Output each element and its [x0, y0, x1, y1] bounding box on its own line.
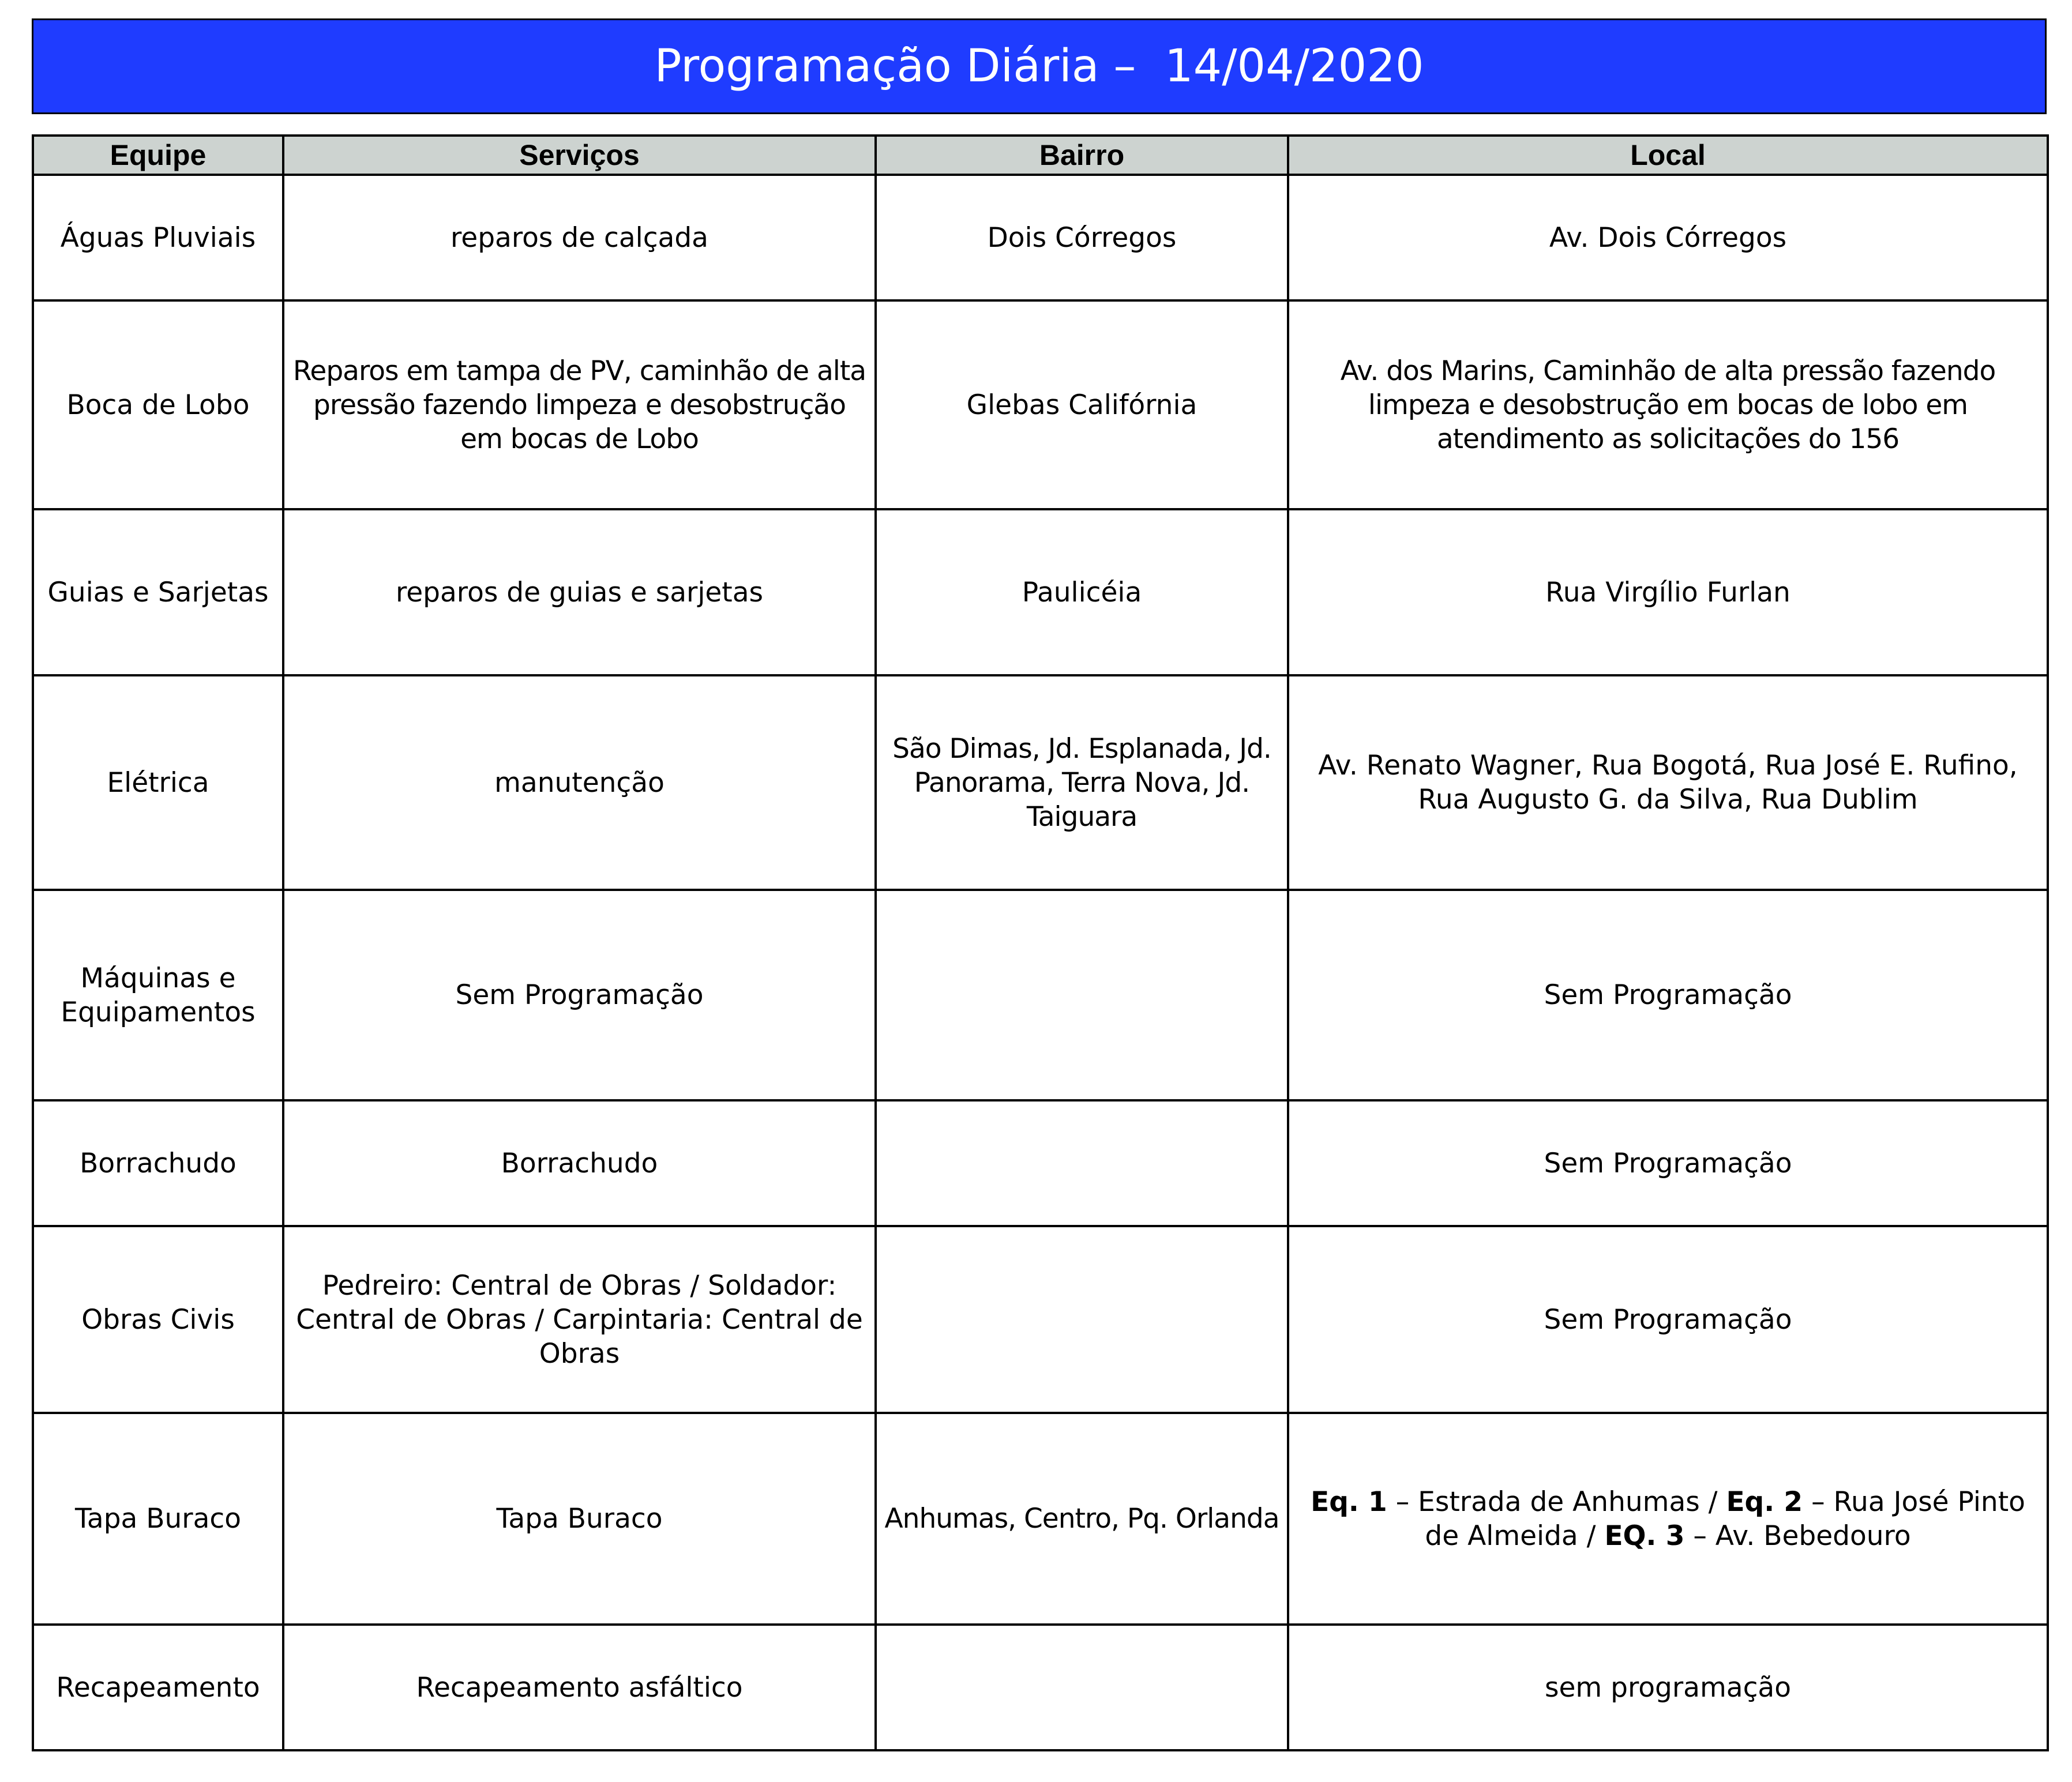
table-row	[33, 1100, 2048, 1226]
cell-bairro: São Dimas, Jd. Esplanada, Jd. Panorama, Terra Nova, Jd. Taiguara	[876, 675, 1288, 890]
cell-local: Rua Virgílio Furlan	[1288, 509, 2048, 675]
cell-servicos: Recapeamento asfáltico	[283, 1625, 876, 1750]
table-row	[33, 300, 2048, 509]
team-label: EQ. 3	[1604, 1520, 1685, 1552]
page-title: Programação Diária – 14/04/2020	[32, 18, 2047, 114]
cell-equipe: Guias e Sarjetas	[33, 509, 283, 675]
column-header-equipe: Equipe	[33, 136, 283, 175]
table-row	[33, 1413, 2048, 1625]
team-location: – Estrada de Anhumas /	[1387, 1486, 1726, 1518]
cell-servicos: Borrachudo	[283, 1100, 876, 1226]
cell-equipe: Máquinas e Equipamentos	[33, 890, 283, 1100]
table-row	[33, 1625, 2048, 1750]
cell-bairro	[876, 890, 1288, 1100]
table-row	[33, 175, 2048, 300]
column-header-local: Local	[1288, 136, 2048, 175]
team-label: Eq. 1	[1311, 1486, 1387, 1518]
cell-equipe: Borrachudo	[33, 1100, 283, 1226]
cell-bairro: Glebas Califórnia	[876, 300, 1288, 509]
column-header-bairro: Bairro	[876, 136, 1288, 175]
table-row	[33, 1226, 2048, 1413]
cell-local: Av. dos Marins, Caminhão de alta pressão fazendo limpeza e desobstrução em bocas de lobo em atendimento as solicitações do 156	[1288, 300, 2048, 509]
cell-equipe: Elétrica	[33, 675, 283, 890]
team-location: – Rua José Pinto de Almeida /	[1425, 1486, 2025, 1552]
cell-bairro	[876, 1100, 1288, 1226]
table-row	[33, 890, 2048, 1100]
cell-bairro: Anhumas, Centro, Pq. Orlanda	[876, 1413, 1288, 1625]
cell-local: Sem Programação	[1288, 890, 2048, 1100]
table-row	[33, 675, 2048, 890]
cell-bairro: Dois Córregos	[876, 175, 1288, 300]
cell-local: Av. Dois Córregos	[1288, 175, 2048, 300]
cell-servicos: manutenção	[283, 675, 876, 890]
cell-bairro: Paulicéia	[876, 509, 1288, 675]
cell-equipe: Tapa Buraco	[33, 1413, 283, 1625]
cell-bairro	[876, 1625, 1288, 1750]
cell-local: Av. Renato Wagner, Rua Bogotá, Rua José E. Rufino, Rua Augusto G. da Silva, Rua Dublim	[1288, 675, 2048, 890]
cell-servicos: reparos de guias e sarjetas	[283, 509, 876, 675]
cell-equipe: Obras Civis	[33, 1226, 283, 1413]
cell-equipe: Recapeamento	[33, 1625, 283, 1750]
table-row	[33, 509, 2048, 675]
header-row	[33, 136, 2048, 175]
cell-bairro	[876, 1226, 1288, 1413]
cell-servicos: Sem Programação	[283, 890, 876, 1100]
team-location: – Av. Bebedouro	[1684, 1520, 1911, 1552]
cell-servicos: Reparos em tampa de PV, caminhão de alta pressão fazendo limpeza e desobstrução em bocas de Lobo	[283, 300, 876, 509]
cell-equipe: Boca de Lobo	[33, 300, 283, 509]
cell-servicos: Pedreiro: Central de Obras / Soldador: Central de Obras / Carpintaria: Central de Obras	[283, 1226, 876, 1413]
cell-local: Sem Programação	[1288, 1100, 2048, 1226]
cell-servicos: Tapa Buraco	[283, 1413, 876, 1625]
cell-local: Sem Programação	[1288, 1226, 2048, 1413]
team-label: Eq. 2	[1726, 1486, 1803, 1518]
schedule-table	[32, 134, 2049, 1751]
cell-equipe: Águas Pluviais	[33, 175, 283, 300]
cell-local: sem programação	[1288, 1625, 2048, 1750]
cell-local	[1288, 1413, 2048, 1625]
cell-servicos: reparos de calçada	[283, 175, 876, 300]
column-header-servicos: Serviços	[283, 136, 876, 175]
